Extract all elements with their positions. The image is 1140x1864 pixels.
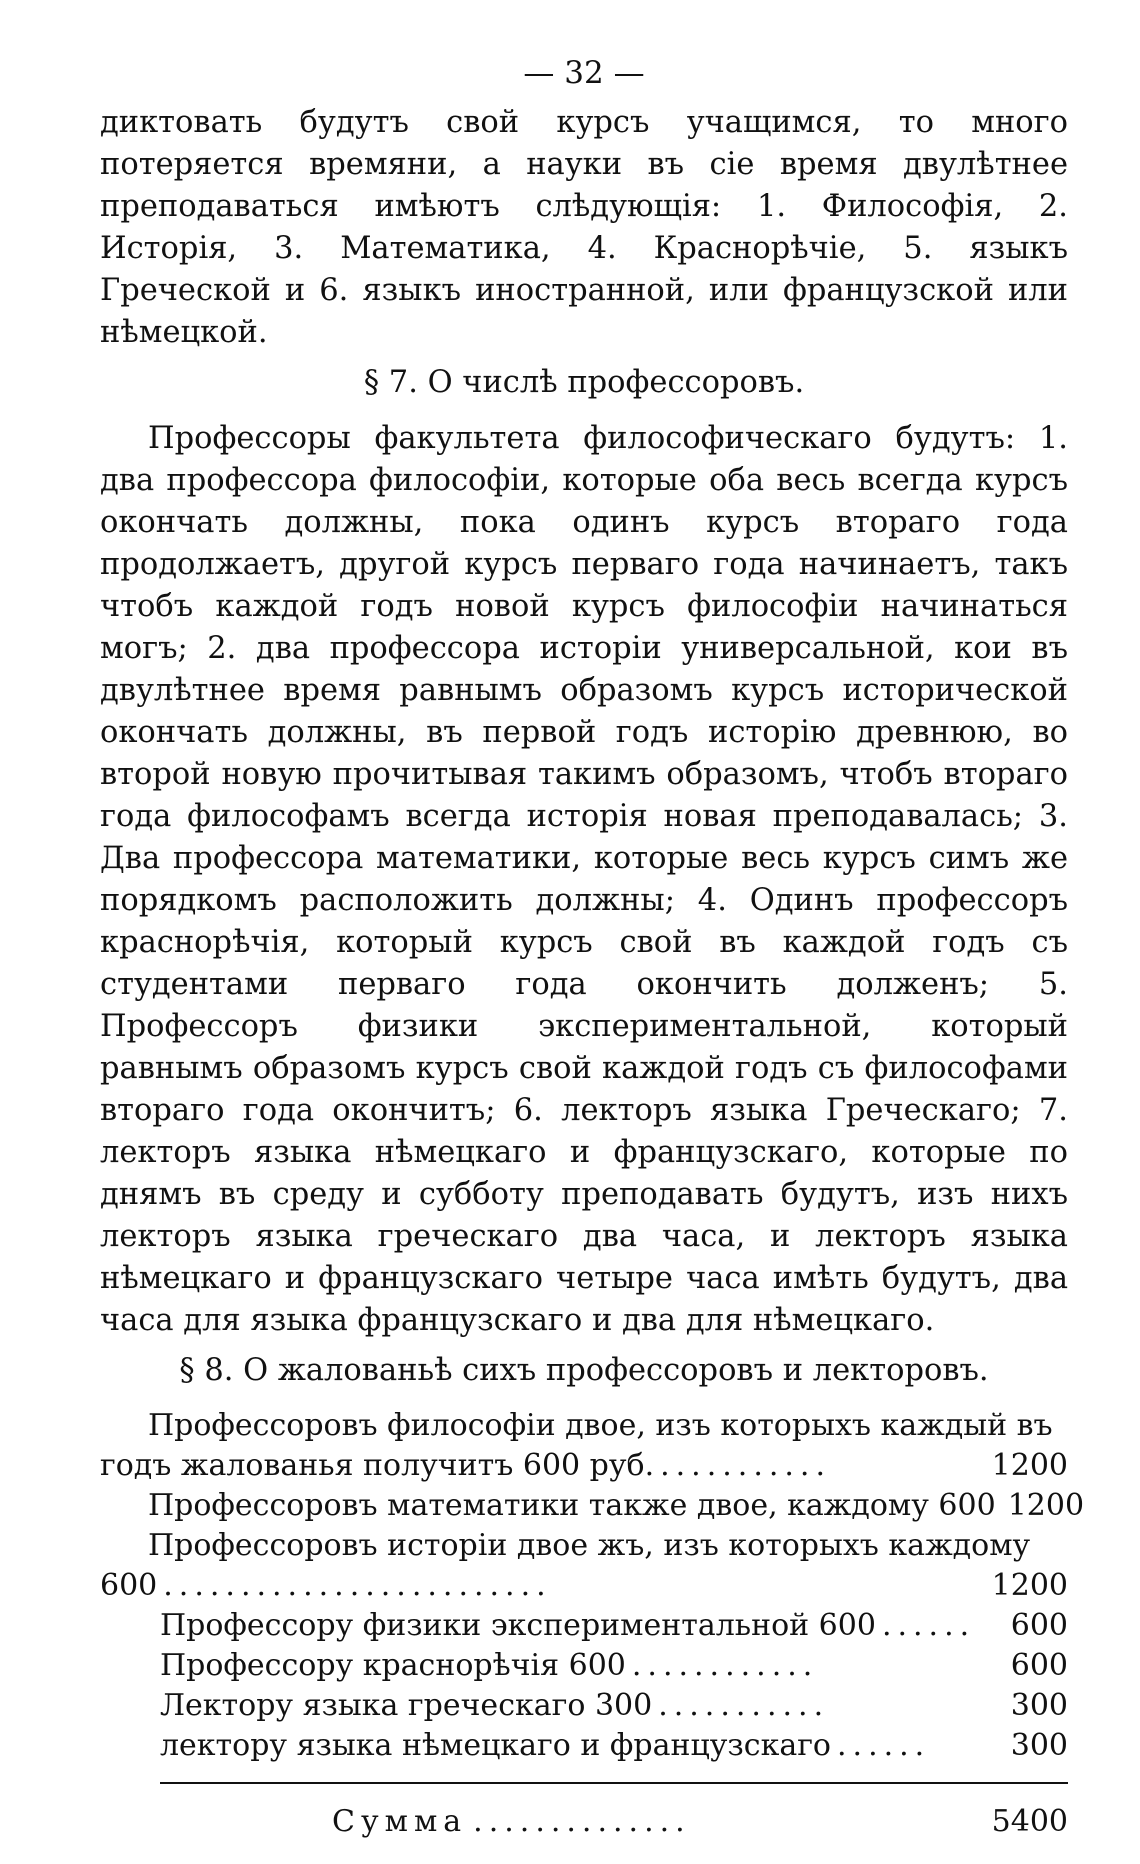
salary-row-label: годъ жалованья получитъ 600 руб. xyxy=(100,1448,655,1483)
salary-row-eloquence xyxy=(100,1646,1068,1686)
salary-row-label: лектору языка нѣмецкаго и французскаго xyxy=(160,1728,831,1763)
salary-row-mathematics xyxy=(100,1486,1085,1526)
salary-row-philosophy xyxy=(100,1446,1068,1486)
salary-row-physics xyxy=(100,1606,1068,1646)
dot-leader: ...... xyxy=(837,1728,931,1763)
salary-table xyxy=(100,1406,1085,1842)
salary-amount: 1200 xyxy=(1007,1488,1085,1523)
dot-leader: ......................... xyxy=(163,1568,552,1603)
salary-amount: 1200 xyxy=(991,1448,1068,1483)
dot-leader: .............. xyxy=(473,1804,691,1839)
salary-row-greek-lector xyxy=(100,1686,1068,1726)
salary-total-row xyxy=(100,1802,1068,1842)
salary-row-label: Профессору краснорѣчія 600 xyxy=(160,1648,626,1683)
document-page xyxy=(100,52,1085,1842)
salary-amount: 600 xyxy=(1010,1608,1068,1643)
salary-row-label: 600 xyxy=(100,1568,158,1603)
section-7-paragraph: Профессоры факультета философическаго будутъ: 1. два профессора философіи, которые оба весь всегда курсъ окончать должны, пока одинъ курсъ втораго года продолжаетъ, другой курсъ перваго года начинаетъ, такъ чтобъ каждой годъ новой курсъ философіи начинаться могъ; 2. два профессора исторіи универсальной, кои въ двулѣтнее время равнымъ образомъ курсъ исторической окончать должны, въ первой годъ исторію древнюю, во второй новую прочитывая такимъ образомъ, чтобъ втораго года философамъ всегда исторія новая преподавалась; 3. Два профессора математики, которые весь курсъ симъ же порядкомъ расположить должны; 4. Одинъ профессоръ краснорѣчія, который курсъ свой въ каждой годъ съ студентами перваго года окончить долженъ; 5. Профессоръ физики экспериментальной, который равнымъ образомъ курсъ свой каждой годъ съ философами втораго года окончитъ; 6. лекторъ языка Греческаго; 7. лекторъ языка нѣмецкаго и французскаго, которые по днямъ въ среду и субботу преподавать будутъ, изъ нихъ лекторъ языка греческаго два часа, и лекторъ языка нѣмецкаго и французскаго четыре часа имѣть будутъ, два часа для языка французскаго и два для нѣмецкаго. xyxy=(100,421,1068,1338)
total-label: Сумма xyxy=(332,1804,468,1839)
intro-paragraph: диктовать будутъ свой курсъ учащимся, то много потеряется времяни, а науки въ сіе время двулѣтнее преподаваться имѣютъ слѣдующія: 1. Философія, 2. Исторія, 3. Математика, 4. Краснорѣчіе, 5. языкъ Греческой и 6. языкъ иностранной, или французской или нѣмецкой. xyxy=(100,105,1068,350)
salary-amount: 300 xyxy=(1010,1728,1068,1763)
salary-row-history xyxy=(100,1566,1068,1606)
salary-amount: 300 xyxy=(1010,1688,1068,1723)
salary-row-philosophy-first-line: Профессоровъ философіи двое, изъ которыхъ каждый въ xyxy=(148,1408,1053,1443)
total-amount: 5400 xyxy=(991,1804,1068,1839)
page-number: — 32 — xyxy=(523,55,645,91)
salary-row-german-french-lector xyxy=(100,1726,1068,1766)
section-8-heading: § 8. О жалованьѣ сихъ профессоровъ и лекторовъ. xyxy=(179,1353,989,1388)
salary-amount: 600 xyxy=(1010,1648,1068,1683)
dot-leader: ...... xyxy=(881,1608,976,1643)
salary-row-label: Профессоровъ математики также двое, каждому 600 xyxy=(148,1488,996,1523)
section-7-heading: § 7. О числѣ профессоровъ. xyxy=(363,365,805,400)
salary-amount: 1200 xyxy=(991,1568,1068,1603)
dot-leader: ........... xyxy=(658,1688,830,1723)
dot-leader: ............ xyxy=(631,1648,819,1683)
salary-row-label: Лектору языка греческаго 300 xyxy=(160,1688,653,1723)
salary-row-history-first-line: Профессоровъ исторіи двое жъ, изъ которыхъ каждому xyxy=(148,1528,1031,1563)
dot-leader: ........... xyxy=(660,1448,832,1483)
salary-row-label: Профессору физики экспериментальной 600 xyxy=(160,1608,876,1643)
total-divider xyxy=(160,1782,1068,1784)
